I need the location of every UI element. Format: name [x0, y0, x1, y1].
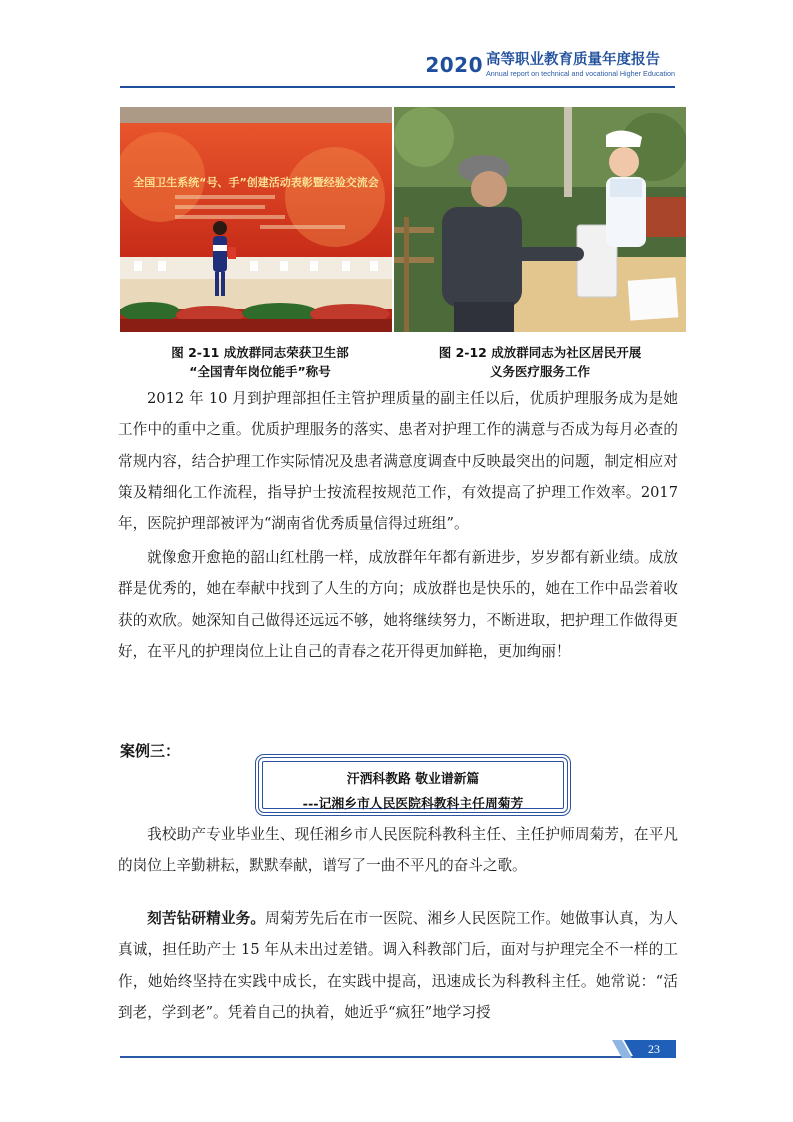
caption-line: 图 2-12 成放群同志为社区居民开展 [438, 345, 642, 360]
case-three-label: 案例三： [120, 742, 181, 760]
figure-2-12-photo [394, 107, 686, 332]
case-title-box [255, 754, 571, 816]
community-service-image [394, 107, 686, 332]
figure-2-11-photo [120, 107, 392, 332]
report-year: 2020 [425, 53, 483, 77]
report-subtitle: Annual report on technical and vocational Higher Education [486, 69, 675, 78]
paragraph-text: 2012 年 10 月到护理部担任主管护理质量的副主任以后，优质护理服务成为是她工作中的重中之重。优质护理服务的落实、患者对护理工作的满意与否成为每月必查的常规内容，结合护理工作实际情况及患者满意度调查中反映最突出的问题，制定相应对策及精细化工作流程，指导护士按流程按规范工作，有效提高了护理工作效率。2017 年，医院护理部被评为“湖南省优秀质量信得过班组”。 [118, 390, 678, 533]
footer-divider [120, 1056, 660, 1058]
figure-2-11-caption [135, 343, 385, 381]
stage-banner-text: 全国卫生系统“号、手”创建活动表彰暨经验交流会 [133, 176, 379, 189]
paragraph-lead: 刻苦钻研精业务。 [147, 910, 266, 927]
header-divider [120, 86, 675, 88]
report-title: 高等职业教育质量年度报告 [486, 52, 660, 68]
caption-line: “全国青年岗位能手”称号 [189, 364, 331, 379]
paragraph-intro-zhou [118, 819, 678, 882]
caption-line: 图 2-11 成放群同志荣获卫生部 [171, 345, 349, 360]
paragraph-azalea [118, 542, 678, 667]
paragraph-text: 周菊芳先后在市一医院、湘乡人民医院工作。她做事认真，为人真诚，担任助产士 15 年从未出过差错。调入科教部门后，面对与护理完全不一样的工作，她始终坚持在实践中成长，在实践中提高，迅速成长为科教科主任。她常说：“活到老，学到老”。凭着自己的执着，她近乎“疯狂”地学习授 [118, 910, 678, 1021]
paragraph-diligent-study [118, 903, 678, 1028]
paragraph-text: 我校助产专业毕业生、现任湘乡市人民医院科教科主任、主任护师周菊芳，在平凡的岗位上辛勤耕耘，默默奉献，谱写了一曲不平凡的奋斗之歌。 [118, 826, 678, 875]
case-title: 汗洒科教路 敬业谱新篇 [346, 772, 480, 787]
page-number: 23 [648, 1042, 660, 1056]
report-header-text [486, 52, 675, 78]
paragraph-quality-service [118, 383, 678, 539]
award-ceremony-image [120, 107, 392, 332]
case-subtitle: ---记湘乡市人民医院科教科主任周菊芳 [302, 797, 524, 812]
paragraph-text: 就像愈开愈艳的韶山红杜鹃一样，成放群年年都有新进步，岁岁都有新业绩。成放群是优秀的，她在奉献中找到了人生的方向；成放群也是快乐的，她在工作中品尝着收获的欢欣。她深知自己做得还远远不够，她将继续努力，不断进取，把护理工作做得更好，在平凡的护理岗位上让自己的青春之花开得更加鲜艳，更加绚丽！ [118, 549, 678, 660]
caption-line: 义务医疗服务工作 [489, 364, 590, 379]
report-header [425, 52, 675, 86]
figure-2-12-caption [410, 343, 670, 381]
